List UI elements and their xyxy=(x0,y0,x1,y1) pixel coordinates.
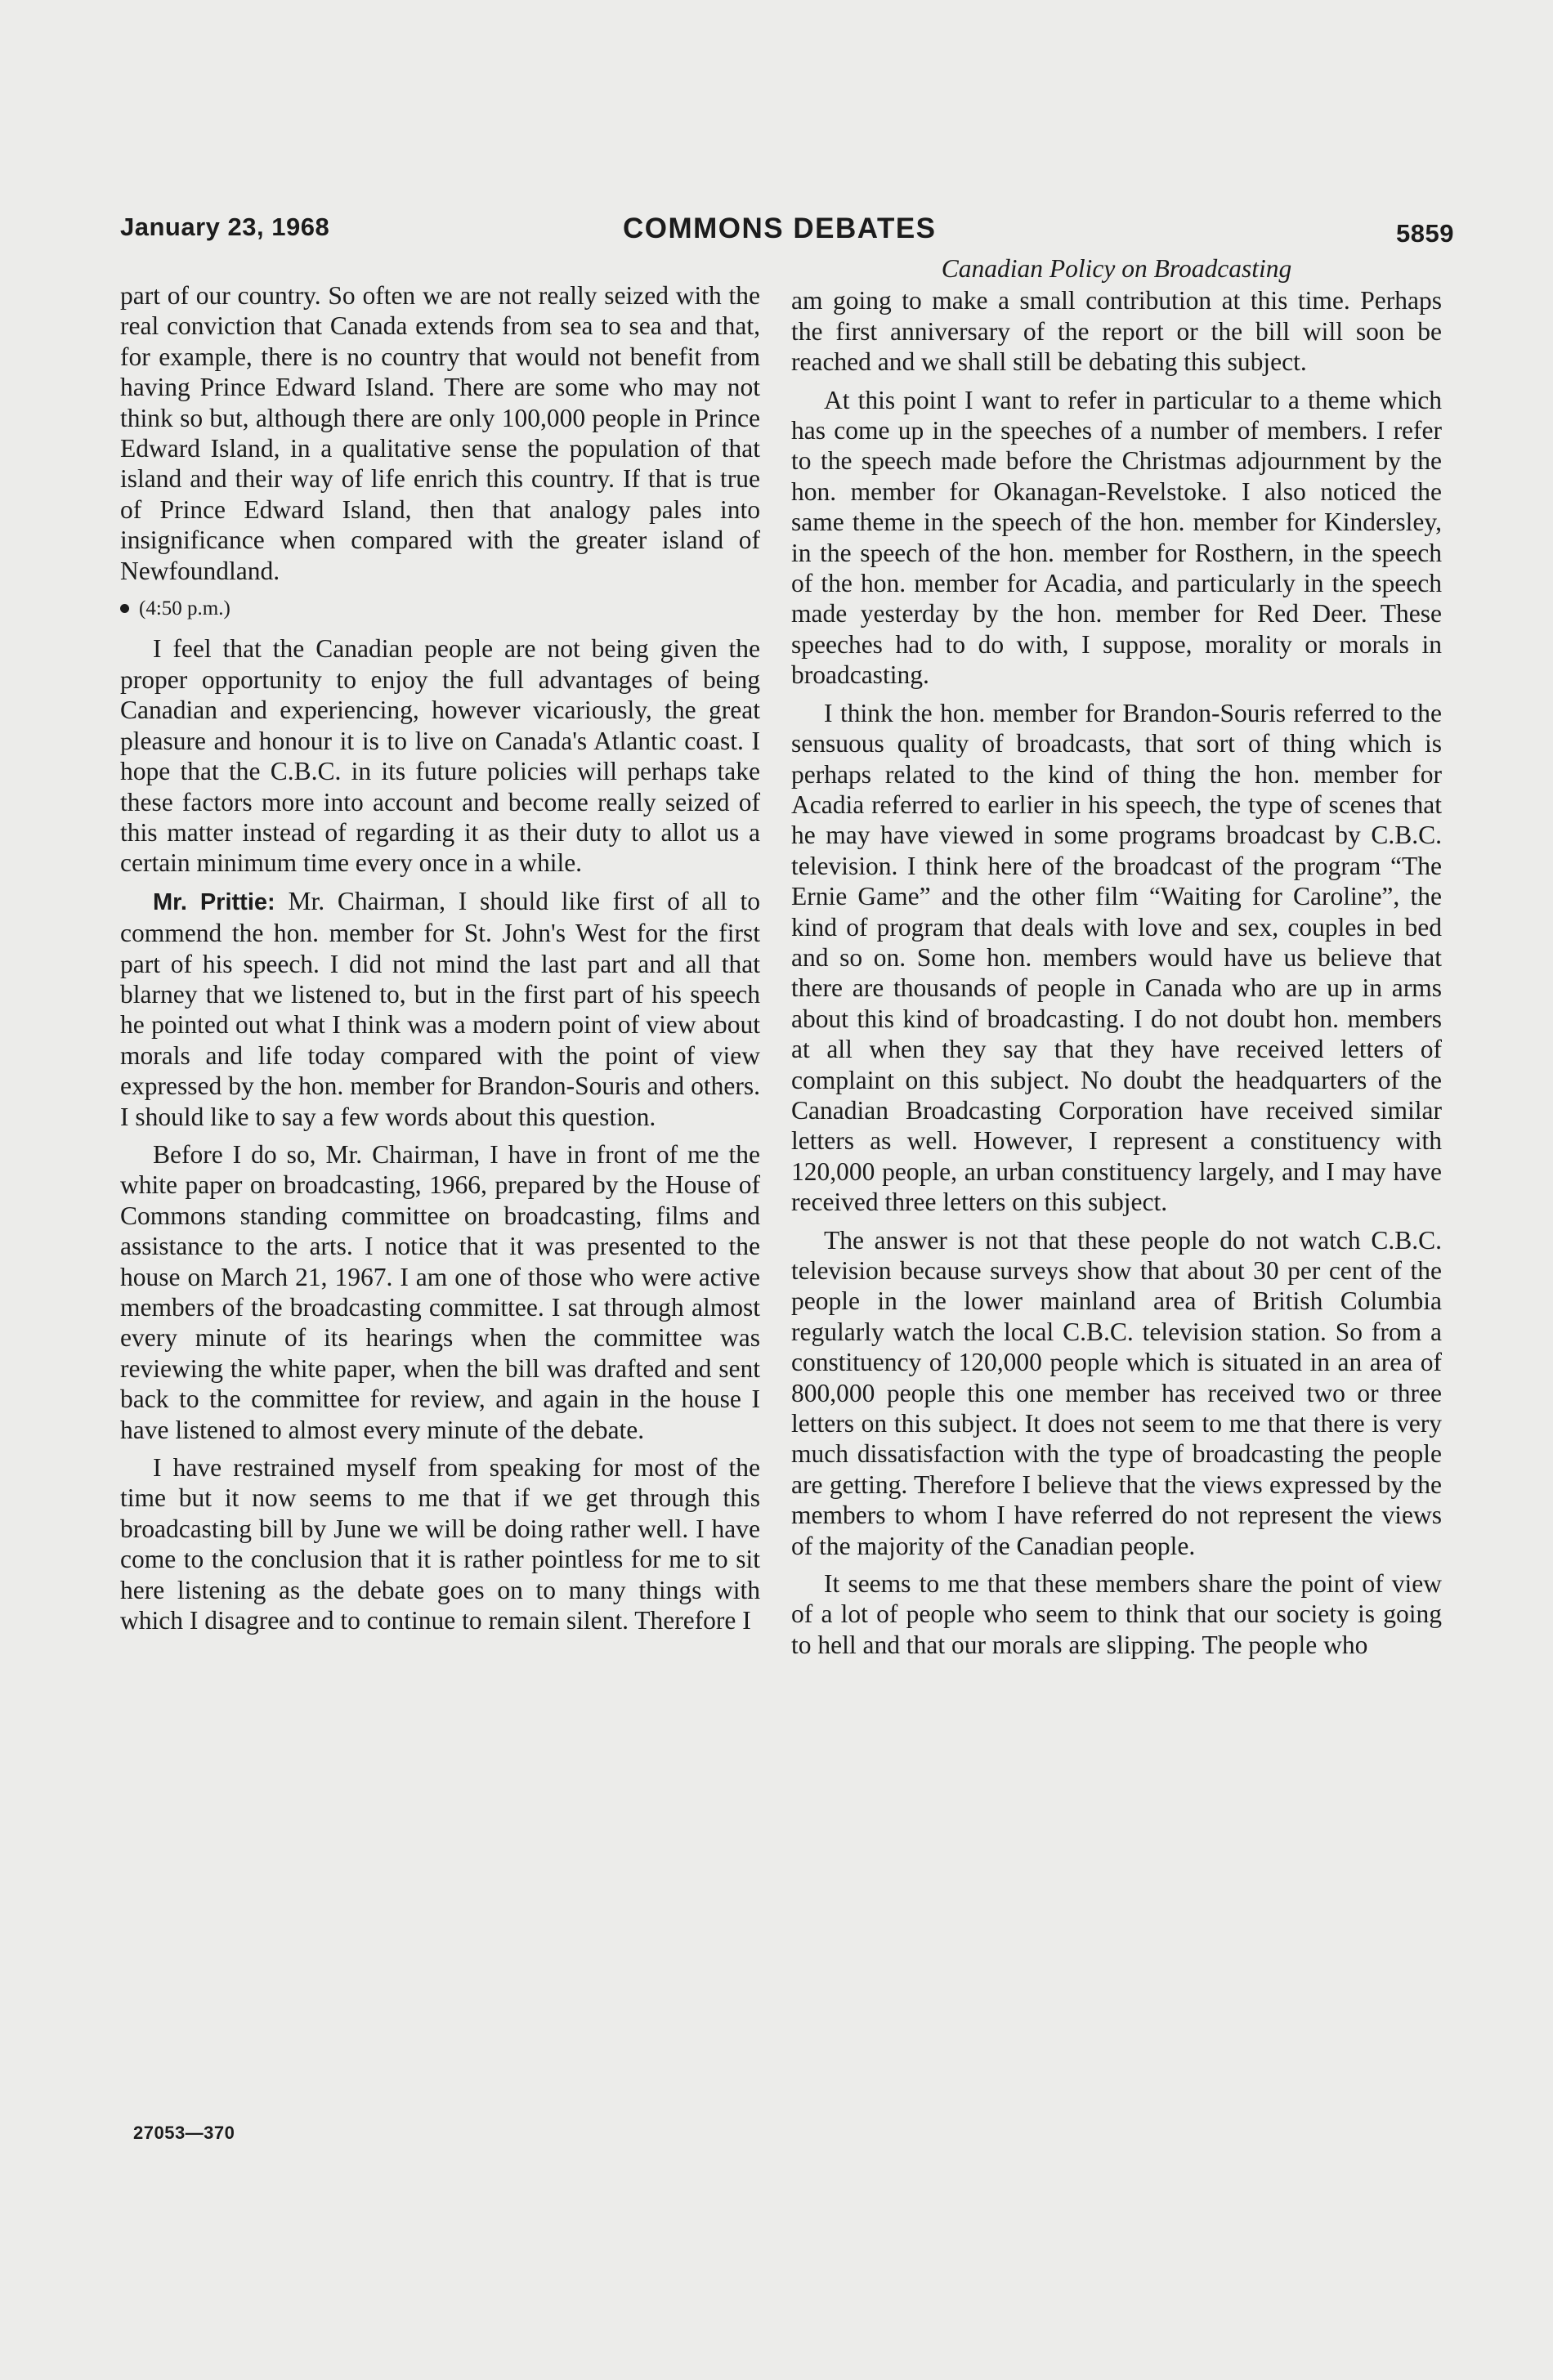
footer-code: 27053—370 xyxy=(133,2123,235,2143)
speaker-name: Mr. Prittie: xyxy=(153,888,275,915)
header-title: COMMONS DEBATES xyxy=(623,212,937,244)
right-paragraph-4: The answer is not that these people do not watch C.B.C. television because surveys show that about 30 per cent of the people in the lower mainland area of British Columbia regularly watch the local C.B.C. television station. So from a constituency of 120,000 people which is situated in an area of 800,000 people this one member has received two or three letters on this subject. It does not seem to me that there is very much dissatisfaction with the type of broadcasting the people are getting. Therefore I believe that the views expressed by the members to whom I have referred do not represent the views of the majority of the Canadian people. xyxy=(791,1225,1442,1560)
bullet-icon xyxy=(120,604,129,613)
left-column xyxy=(120,280,760,1643)
section-subtitle: Canadian Policy on Broadcasting xyxy=(941,254,1292,283)
time-marker xyxy=(120,593,760,624)
left-paragraph-2: I feel that the Canadian people are not being given the proper opportunity to enjoy the full advantages of being Canadian and experiencing, however vicariously, the great pleasure and honour it is to live on Canada's Atlantic coast. I hope that the C.B.C. in its future policies will perhaps take these factors more into account and become really seized of this matter instead of regarding it as their duty to allot us a certain minimum time every once in a while. xyxy=(120,634,760,878)
left-paragraph-3 xyxy=(120,886,760,1132)
time-marker-text: (4:50 p.m.) xyxy=(139,597,230,620)
left-paragraph-1: part of our country. So often we are not really seized with the real conviction that Canada extends from sea to sea and that, for example, there is no country that would not benefit from having Prince Edward Island. There are some who may not think so but, although there are only 100,000 people in Prince Edward Island, in a qualitative sense the population of that island and their way of life enrich this country. If that is true of Prince Edward Island, then that analogy pales into insignificance when compared with the greater island of Newfoundland. xyxy=(120,281,760,585)
header-date: January 23, 1968 xyxy=(120,212,330,241)
left-paragraph-4: Before I do so, Mr. Chairman, I have in front of me the white paper on broadcasting, 1966, prepared by the House of Commons standing committee on broadcasting, films and assistance to the arts. I notice that it was presented to the house on March 21, 1967. I am one of those who were active members of the broadcasting committee. I sat through almost every minute of its hearings when the committee was reviewing the white paper, when the bill was drafted and sent back to the committee for review, and again in the house I have listened to almost every minute of the debate. xyxy=(120,1139,760,1444)
left-paragraph-5: I have restrained myself from speaking for most of the time but it now seems to me that if we get through this broadcasting bill by June we will be doing rather well. I have come to the conclusion that it is rather pointless for me to sit here listening as the debate goes on to many things with which I disagree and to continue to remain silent. Therefore I xyxy=(120,1453,760,1635)
right-paragraph-1: am going to make a small contribution at this time. Perhaps the first anniversary of the report or the bill will soon be reached and we shall still be debating this subject. xyxy=(791,286,1442,377)
right-paragraph-2: At this point I want to refer in particular to a theme which has come up in the speeches of a number of members. I refer to the speech made before the Christmas adjournment by the hon. member for Okanagan-Revelstoke. I also noticed the same theme in the speech of the hon. member for Kindersley, in the speech of the hon. member for Rosthern, in the speech of the hon. member for Acadia, and particularly in the speech made yesterday by the hon. member for Red Deer. These speeches had to do with, I suppose, morality or morals in broadcasting. xyxy=(791,385,1442,690)
right-paragraph-3: I think the hon. member for Brandon-Souris referred to the sensuous quality of broadcasts, that sort of thing which is perhaps related to the kind of thing the hon. member for Acadia referred to earlier in his speech, the type of scenes that he may have viewed in some programs broadcast by C.B.C. television. I think here of the broadcast of the program “The Ernie Game” and the other film “Waiting for Caroline”, the kind of program that deals with love and sex, couples in bed and so on. Some hon. members would have us believe that there are thousands of people in Canada who are up in arms about this kind of broadcasting. I do not doubt hon. members at all when they say that they have received letters of complaint on this subject. No doubt the headquarters of the Canadian Broadcasting Corporation have received similar letters as well. However, I represent a constituency with 120,000 people, an urban constituency largely, and I may have received three letters on this subject. xyxy=(791,698,1442,1217)
page-number: 5859 xyxy=(1396,219,1454,248)
right-paragraph-5: It seems to me that these members share the point of view of a lot of people who seem to think that our society is going to hell and that our morals are slipping. The people who xyxy=(791,1569,1442,1659)
right-column xyxy=(791,254,1442,1667)
speech-text: Mr. Chairman, I should like first of all to commend the hon. member for St. John's West for the first part of his speech. I did not mind the last part and all that blarney that we listened to, but in the first part of his speech he pointed out what I think was a modern point of view about morals and life today compared with the point of view expressed by the hon. member for Brandon-Souris and others. I should like to say a few words about this question. xyxy=(120,886,760,1131)
running-header xyxy=(120,208,1454,248)
